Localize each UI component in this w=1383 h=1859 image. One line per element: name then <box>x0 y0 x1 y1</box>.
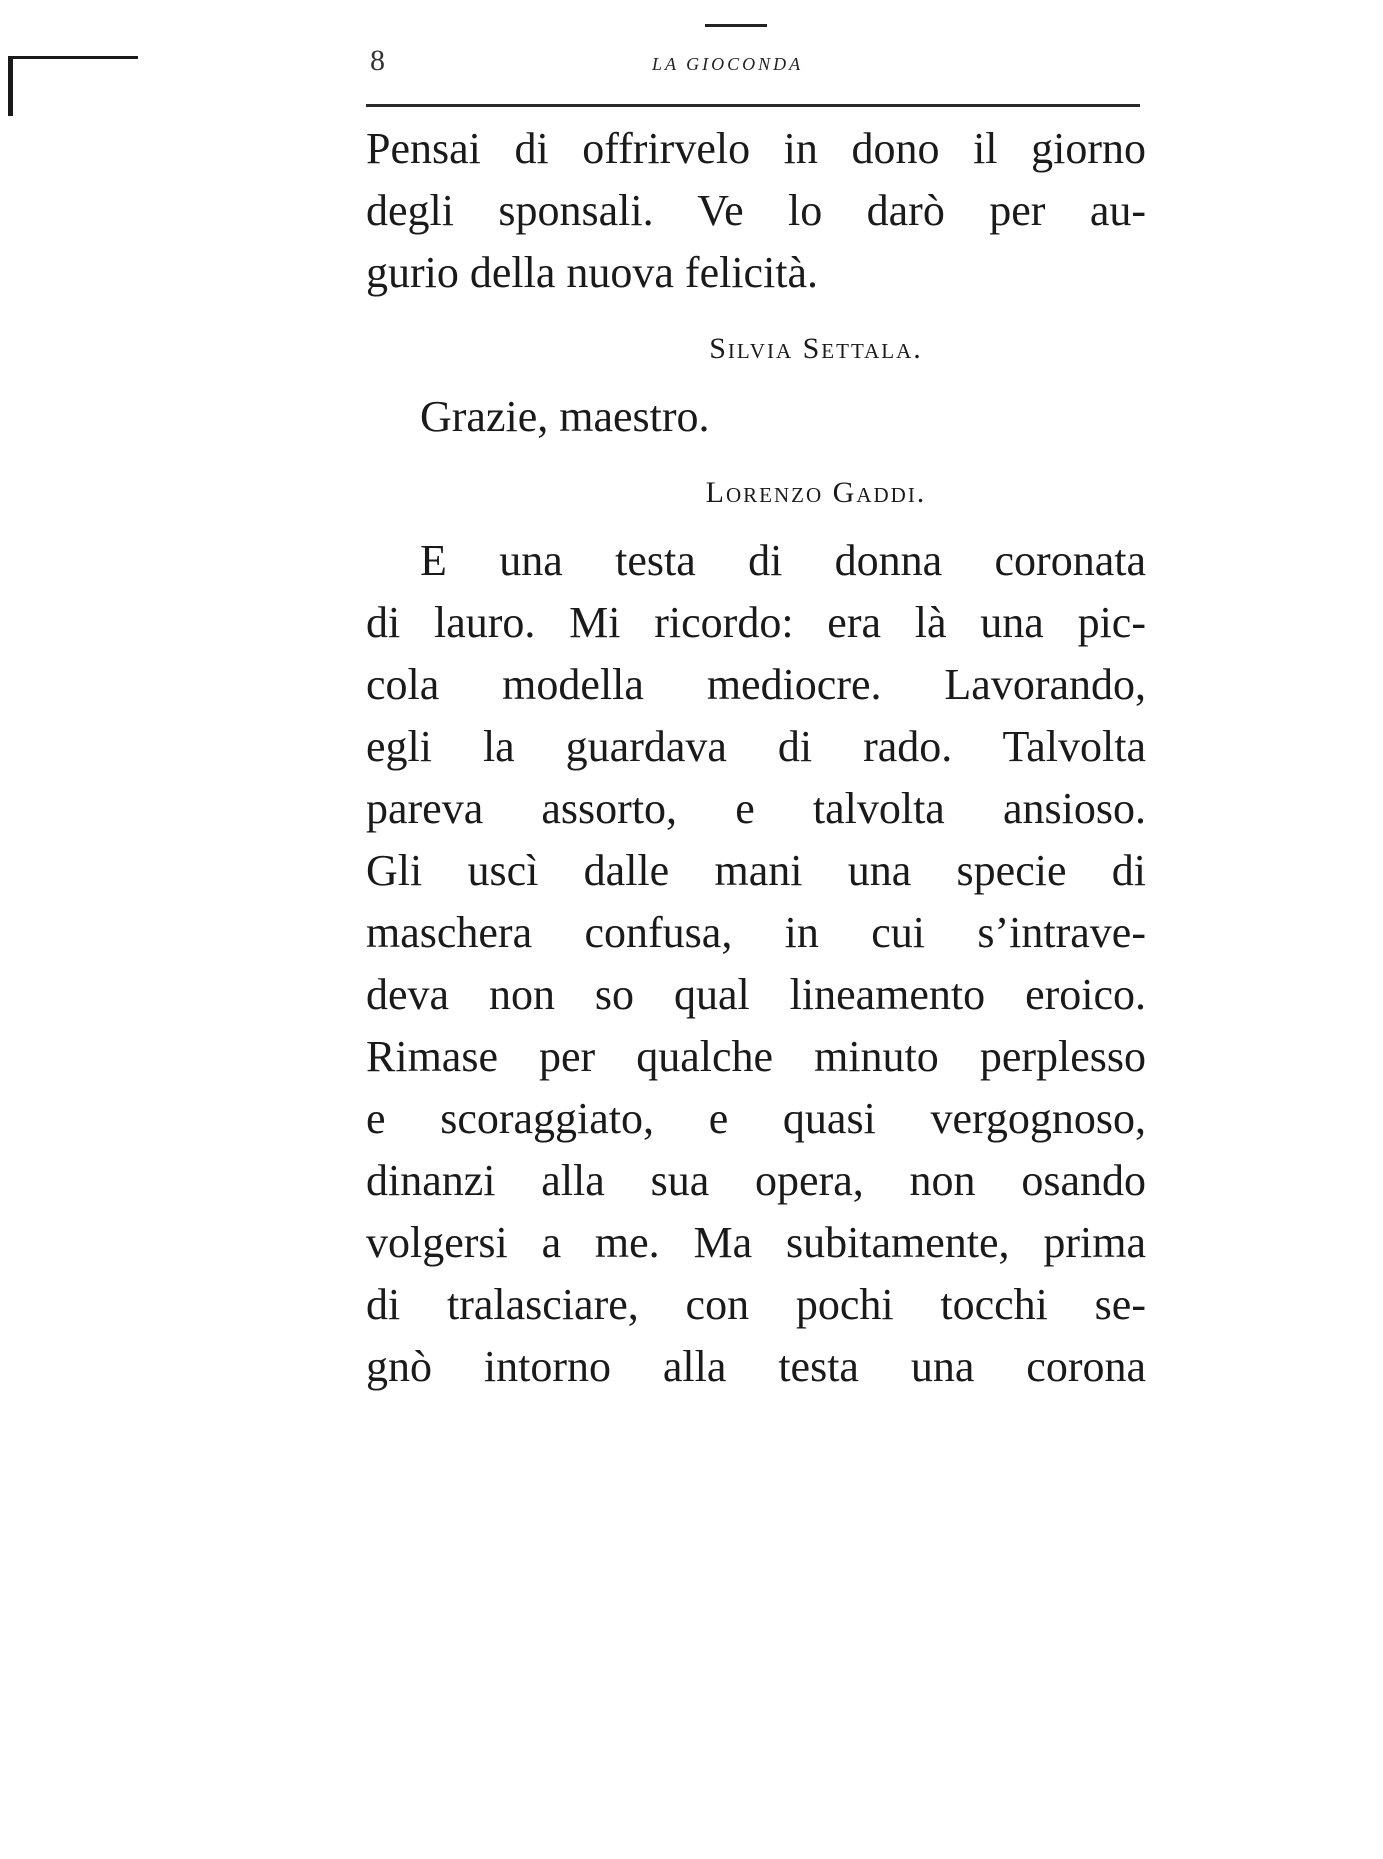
paragraph-2-line: dinanzi alla sua opera, non osando <box>366 1156 1146 1205</box>
corner-mark-vertical <box>8 56 13 116</box>
text-body <box>366 118 1146 1398</box>
paragraph-2-line: di tralasciare, con pochi tocchi se- <box>366 1280 1146 1329</box>
paragraph-2-line: pareva assorto, e talvolta ansioso. <box>366 784 1146 833</box>
paragraph-2-line: di lauro. Mi ricordo: era là una pic- <box>366 598 1146 647</box>
paragraph-2-line: volgersi a me. Ma subitamente, prima <box>366 1218 1146 1267</box>
paragraph-1-line: gurio della nuova felicità. <box>366 248 819 297</box>
speaker-silvia-settala: Silvia Settala. <box>709 332 923 365</box>
page-number: 8 <box>370 44 385 77</box>
paragraph-2-line: cola modella mediocre. Lavorando, <box>366 660 1146 709</box>
paragraph-2-line: E una testa di donna coronata <box>420 536 1146 585</box>
paragraph-2-line: Rimase per qualche minuto perplesso <box>366 1032 1146 1081</box>
paragraph-2-line: gnò intorno alla testa una corona <box>366 1342 1146 1391</box>
paragraph-1-line: degli sponsali. Ve lo darò per au- <box>366 186 1146 235</box>
speaker-lorenzo-gaddi: Lorenzo Gaddi. <box>705 476 927 509</box>
scan-corner-mark <box>8 56 138 116</box>
paragraph-2-line: e scoraggiato, e quasi vergognoso, <box>366 1094 1146 1143</box>
paragraph-2-line: maschera confusa, in cui s’intrave- <box>366 908 1146 957</box>
running-title: LA GIOCONDA <box>652 54 804 74</box>
top-ornament-dash <box>705 24 767 27</box>
paragraph-1-line: Pensai di offrirvelo in dono il giorno <box>366 124 1146 173</box>
paragraph-2-line: egli la guardava di rado. Talvolta <box>366 722 1146 771</box>
paragraph-2-line: Gli uscì dalle mani una specie di <box>366 846 1146 895</box>
header-rule <box>366 104 1140 107</box>
corner-mark-horizontal <box>8 56 138 59</box>
speech-silvia: Grazie, maestro. <box>420 392 710 441</box>
page-header <box>366 44 1140 88</box>
paragraph-2-line: deva non so qual lineamento eroico. <box>366 970 1146 1019</box>
